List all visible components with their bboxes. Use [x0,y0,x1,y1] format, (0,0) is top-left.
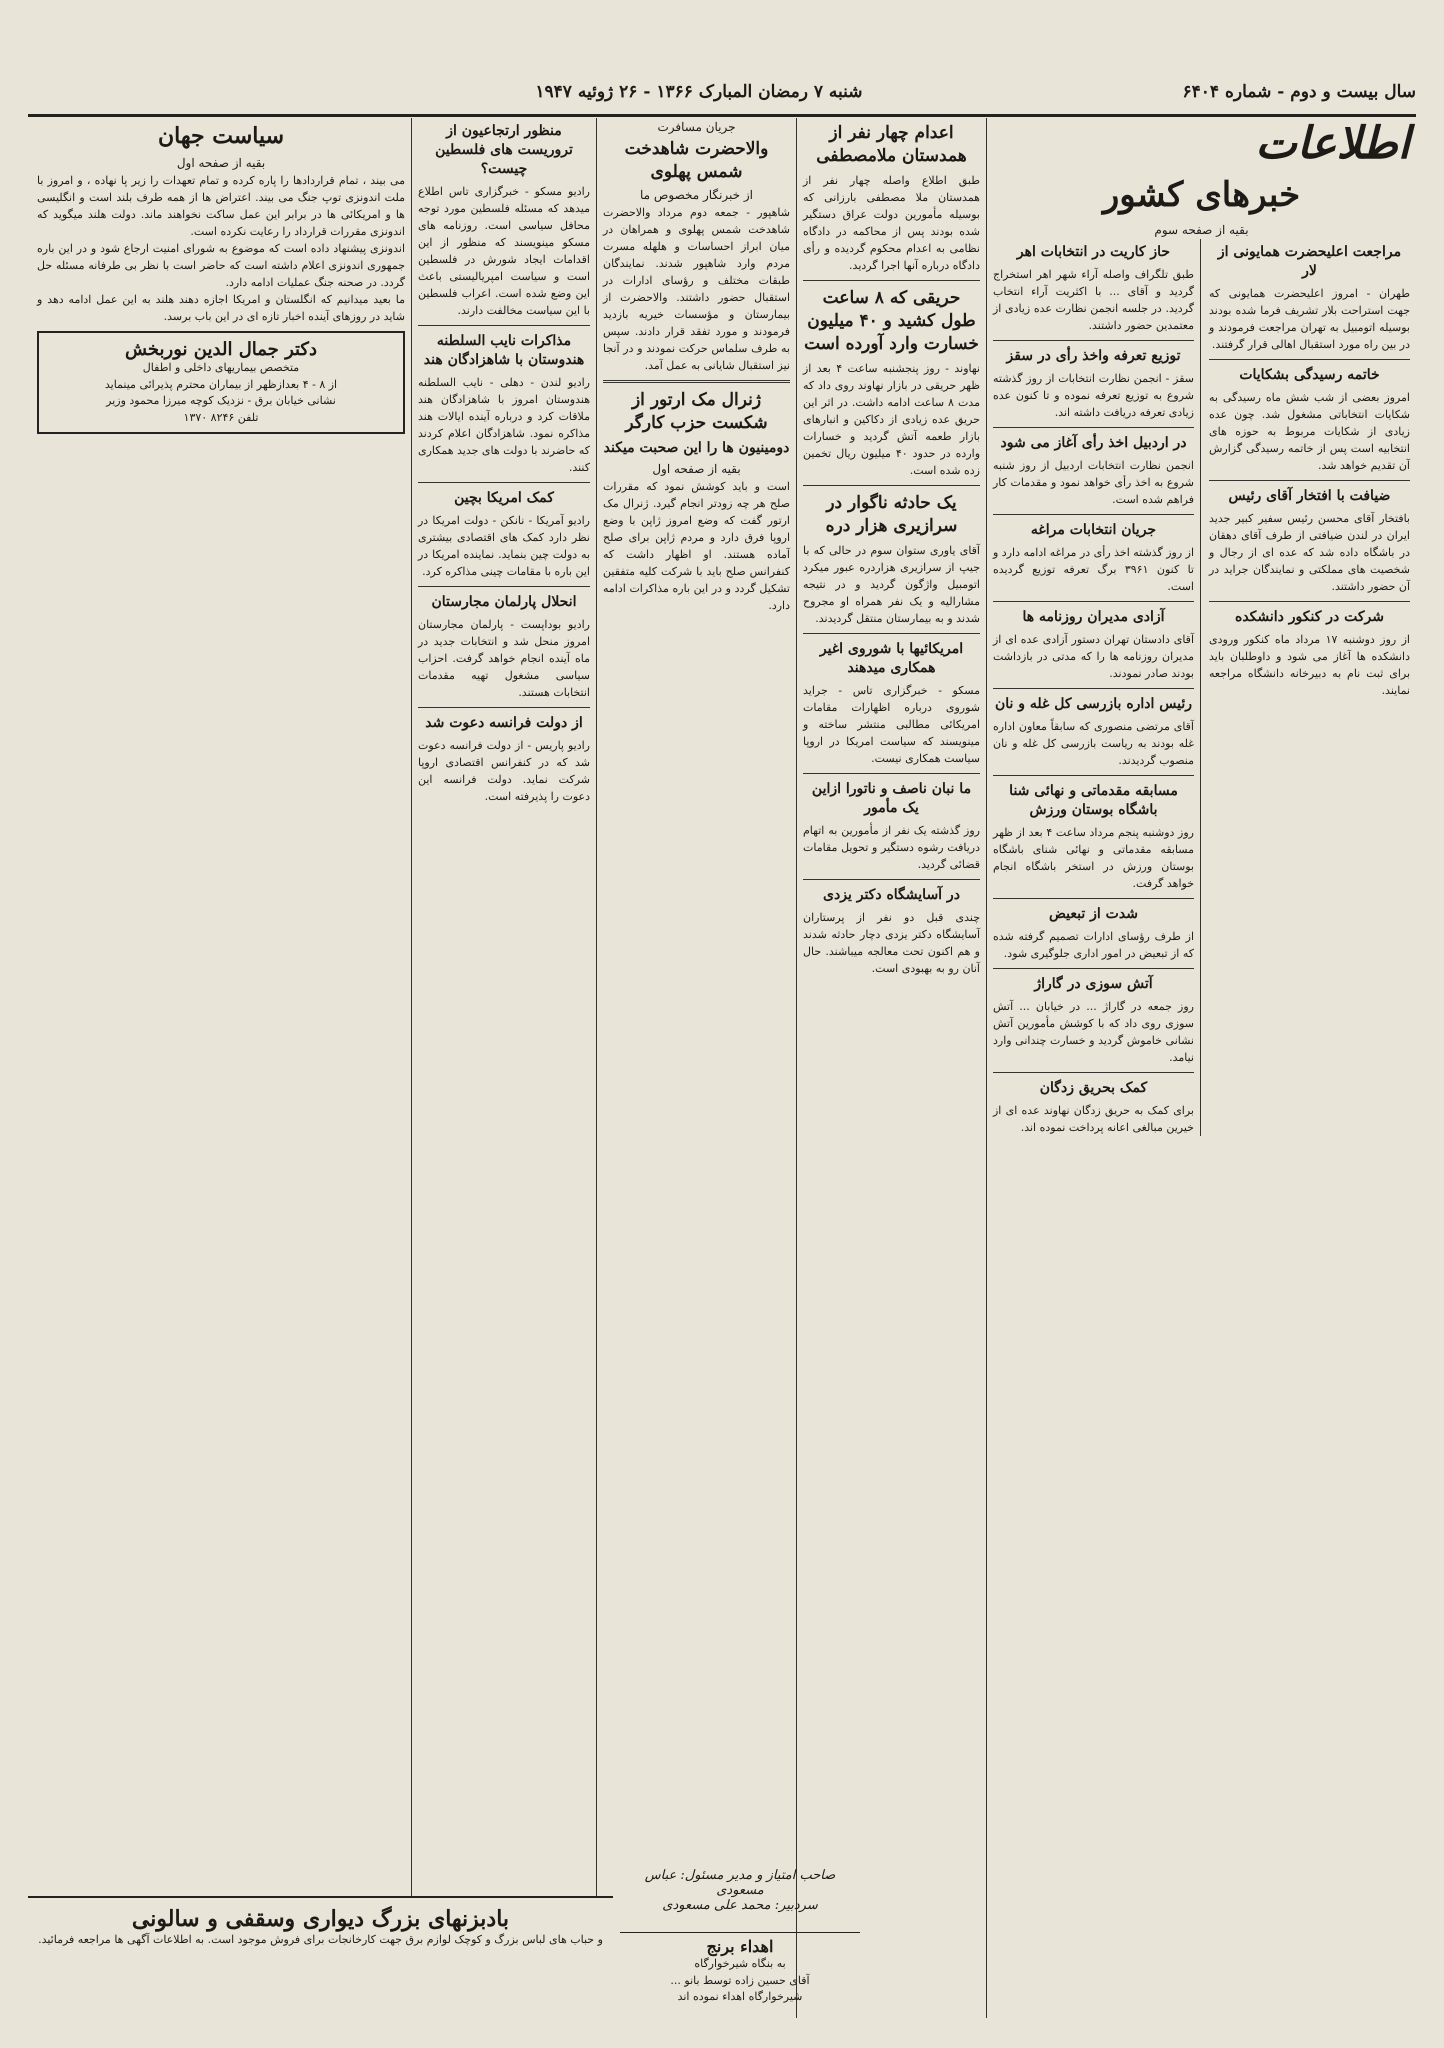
world-politics-continued: بقیه از صفحه اول [176,155,266,170]
masthead [28,70,1416,117]
sports-body: روز دوشنبه پنجم مرداد ساعت ۴ بعد از ظهر مسابقه مقدماتی و نهائی شنای باشگاه بوستان ورزش در استخر باشگاه انجام خواهد گرفت. [993,825,1194,891]
labour-continued: بقیه از صفحه اول [652,462,741,477]
relief-body: برای کمک به حریق زدگان نهاوند عده ای از خیرین مبالغی اعانه پرداخت نموده اند. [993,1104,1194,1135]
country-news-title: خبرهای کشور [1102,175,1301,215]
reform-title: شدت از تبعیض [1049,906,1138,923]
uni-body: از روز دوشنبه ۱۷ مرداد ماه کنکور ورودی دانشکده ها آغاز می شود و داوطلبان باید برای ثبت نام به دبیرخانه دانشگاه مراجعه نمایند. [1209,633,1410,698]
fan-ad-body: و حباب های لباس بزرگ و کوچک لوازم برق جهت کارخانجات برای فروش موجود است. به اطلاعات آگهی ها مراجعه فرمائید. [38,1933,603,1946]
columns [28,118,1416,2018]
grain-title: رئیس اداره بازرسی کل غله و نان [994,696,1193,713]
country-news-continued: بقیه از صفحه سوم [1154,222,1249,237]
doctor-name: دکتر جمال الدین نوربخش [124,339,318,361]
bribe-title: ما نبان ناصف و ناتورا ازاین یک مأمور [811,781,972,817]
fan-ad-title: بادبزنهای بزرگ دیواری وسقفی و سالونی [131,1906,510,1932]
parliament-title: انحلال پارلمان مجارستان [431,594,577,611]
soviet-title: امریکائیها با شوروی اغیر همکاری میدهند [819,641,964,677]
fan-advertisement [28,1896,613,2018]
china-aid-body: رادیو آمریکا - نانکن - دولت امریکا در نظر دارد کمک های اقتصادی بیشتری به دولت چین بنماید. نماینده امریکا در این باره با مقامات چینی مذاکره کرد. [418,514,590,579]
publisher-signature [620,1868,860,1928]
invitation-body: رادیو پاریس - از دولت فرانسه دعوت شد که در کنفرانس اقتصادی اروپا شرکت نماید. دولت فرانسه این دعوت را پذیرفته است. [418,739,590,804]
publisher-line: صاحب امتیاز و مدیر مسئول: عباس مسعودی [644,1868,836,1898]
complaints-body: امروز بعضی از شب شش ماه رسیدگی به شکایات انتخاباتی مشغول شد. چون عده زیادی از شکایات مربوط به حوزه های انتخابیه است پس از خاتمه رسیدگی گزارش آن تقدیم خواهد شد. [1209,390,1410,472]
press-body: آقای دادستان تهران دستور آزادی عده ای از مدیران روزنامه ها را که مدتی در بازداشت بودند صادر نمودند. [993,632,1194,681]
donation-line-3: شیرخوارگاه اهداء نموده اند [677,1990,803,2003]
bribe-body: روز گذشته یک نفر از مأمورین به اتهام دریافت رشوه دستگیر و تحویل مقامات قضائی گردید. [803,824,980,872]
executions-body: طبق اطلاع واصله چهار نفر از همدستان ملا مصطفی بارزانی که بوسیله مأمورین دولت عراق دستگیر شده بودند پس از محاکمه در دادگاه نظامی به اعدام محکوم گردیده و رأی دادگاه درباره آنها اجرا گردید. [803,173,980,273]
accident-body: آقای یاوری ستوان سوم در حالی که با جیپ از سرازیری هزاردره عبور میکرد اتومبیل واژگون گردید و در نتیجه مشارالیه و یک نفر همراه او مجروح شدند و به بیمارستان منتقل گردیدند. [803,544,980,626]
princess-title: والاحضرت شاهدخت شمس پهلوی [624,139,769,182]
fire-title: حریقی که ۸ ساعت طول کشید و ۴۰ میلیون خسارت وارد آورده است [804,288,979,355]
india-title: مذاکرات نایب السلطنه هندوستان با شاهزادگان هند [423,333,585,368]
world-politics-body-1: می بیند ، تمام قراردادها را پاره کرده و تمام تعهدات را زیر پا نهاده ، و امروز با ملت اندونزی توپ جنگ می بیند. اعتراض ها از همه طرف بلند است و انگلیسی ها و امریکائی ها در برابر این عمل ساکت نخواهند ماند. دولت هلند میگوید که اندونزی مقررات قرارداد را رعایت نکرده است. [37,173,405,238]
newspaper-logo: اطلاعات [1255,118,1410,169]
executions-title: اعدام چهار نفر از همدستان ملامصطفی [816,123,967,166]
column-world-politics [31,118,411,2018]
world-politics-body-3: ما بعید میدانیم که انگلستان و امریکا اجازه دهند هلند به این عمل ادامه دهد و شاید در روزهای آینده اخبار تازه ای در این باب برسد. [37,293,405,324]
issue-number: سال بیست و دوم - شماره ۶۴۰۴ [1182,82,1416,102]
sanatorium-title: در آسایشگاه دکتر یزدی [823,887,960,904]
party-title: ضیافت با افتخار آقای رئیس [1228,487,1391,504]
reform-body: از طرف رؤسای ادارات تصمیم گرفته شده که از تبعیض در امور اداری جلوگیری شود. [993,929,1194,961]
elections-title: حاز کاریت در انتخابات اهر [1016,243,1171,260]
ardabil-body: انجمن نظارت انتخابات اردبیل از روز شنبه شروع به اخذ رأی خواهد نمود و مقدمات کار فراهم شده است. [993,458,1194,506]
china-aid-title: کمک امریکا بچین [454,490,554,507]
doctor-phone: تلفن ۸۲۴۶ ۱۳۷۰ [183,410,259,424]
party-body: بافتخار آقای محسن رئیس سفیر کبیر جدید ایران در لندن ضیافتی از طرف آقای دهقان در باشگاه داده شد که عده ای از رجال و شخصیت های مملکتی و نمایندگان جراید در آن حضور داشتند. [1209,511,1410,594]
column-country-news [986,118,1416,2018]
labour-sub: دومینیون ها را این صحبت میکند [603,440,790,457]
sports-title: مسابقه مقدماتی و نهائی شنا باشگاه بوستان ورزش [1009,783,1178,819]
labour-title: ژنرال مک ارتور از شکست حزب کارگر [625,390,768,434]
fire-body: نهاوند - روز پنجشنبه ساعت ۴ بعد از ظهر حریقی در بازار نهاوند روی داد که مدت ۸ ساعت ادامه داشت. در اثر این حریق عده زیادی از دکاکین و انبارهای بازار طعمه آتش گردید و خسارات وارده در حدود ۴۰ میلیون ریال تخمین زده شده است. [803,361,981,478]
sanatorium-body: چندی قبل دو نفر از پرستاران آسایشگاه دکتر یزدی دچار حادثه شدند و هم اکنون تحت معالجه میباشند. حال آنان رو به بهبودی است. [803,911,980,976]
shah-return-title: مراجعت اعلیحضرت همایونی از لار [1217,243,1402,279]
doctor-ad [37,331,405,434]
elections-body: طبق تلگراف واصله آراء شهر اهر استخراج گردید و آقای ... با اکثریت آراء انتخاب گردید. در جلسه انجمن نظارت عده زیادی از معتمدین حضور داشتند. [993,267,1194,332]
doctor-specialty: متخصص بیماریهای داخلی و اطفال [142,361,300,375]
uni-title: شرکت در کنکور دانشکده [1234,609,1385,626]
invitation-title: از دولت فرانسه دعوت شد [425,715,583,732]
column-foreign-1 [411,118,596,2018]
world-politics-body-2: اندونزی پیشنهاد داده است که موضوع به شورای امنیت ارجاع شود و در این باره جمهوری اندونزی اعلام داشته است که حاضر است با نظر بی طرفانه مسئله حل گردد. در صحنه جنگ عملیات ادامه دارد. [37,241,405,289]
complaints-title: خاتمه رسیدگی بشکایات [1239,366,1380,383]
ardabil-title: در اردبیل اخذ رأی آغاز می شود [1000,435,1187,451]
donation-notice [620,1932,860,2018]
palestine-title: منظور ارتجاعیون از تروریست های فلسطین چیست؟ [435,123,573,177]
donation-line-1: به بنگاه شیرخوارگاه [694,1957,786,1970]
ballot-title: توزیع تعرفه واخذ رأی در سقز [1006,347,1181,364]
world-politics-title: سیاست جهان [157,123,285,149]
princess-kicker: جریان مسافرت [657,120,736,134]
palestine-body: رادیو مسکو - خبرگزاری تاس اطلاع میدهد که مسئله فلسطین مورد توجه محافل سیاسی است. روزنامه های مسکو مینویسند که منظور از این اقدامات ایجاد شورش در فلسطین است و سیاست امپریالیستی باعث این وضع شده است. اعراب فلسطین با این سیاست مخالفت دارند. [418,184,590,317]
fire-garage-title: آتش سوزی در گاراژ [1034,976,1153,993]
maragheh-body: از روز گذشته اخذ رأی در مراغه ادامه دارد و تا کنون ۳۹۶۱ برگ تعرفه توزیع گردیده است. [993,545,1194,594]
fire-garage-body: روز جمعه در گاراژ ... در خیابان ... آتش سوزی روی داد که با کوشش مأمورین آتش نشانی خاموش گردید و خسارت چندانی وارد نیامد. [993,999,1194,1065]
relief-title: کمک بحریق زدگان [1039,1080,1148,1097]
editor-line: سردبیر: محمد علی مسعودی [662,1898,818,1913]
donation-title: اهداء برنج [706,1937,774,1956]
india-body: رادیو لندن - دهلی - نایب السلطنه هندوستان امروز با شاهزادگان هند ملاقات کرد و درباره آینده ایالات هند مذاکره نمود. شاهزادگان اعلام کردند که حاضرند با دولت های جدید همکاری کنند. [418,375,590,475]
soviet-body: مسکو - خبرگزاری تاس - جراید شوروی درباره اظهارات مقامات امریکائی مطالبی منتشر ساخته و مینویسند که سیاست امریکا در اروپا سیاست همکاری نیست. [803,684,980,766]
shah-return-body: طهران - امروز اعلیحضرت همایونی که جهت استراحت بلار تشریف فرما شده بودند بوسیله اتومبیل به تهران مراجعت فرمودند و در بین راه مورد استقبال اهالی قرار گرفتند. [1209,286,1410,351]
donation-line-2: آقای حسین زاده توسط بانو ... [670,1973,810,1987]
issue-date: شنبه ۷ رمضان المبارک ۱۳۶۶ - ۲۶ ژوئیه ۱۹۴۷ [535,82,863,102]
labour-body: است و باید کوشش نمود که مقررات صلح هر چه زودتر انجام گیرد. ژنرال مک ارتور گفت که وضع امروز ژاپن با وضع اروپا فرق دارد و مردم ژاپن برای صلح آماده هستند. او اظهار داشت که کنفرانس صلح باید با شرکت کلیه متفقین تشکیل گردد و در این باره مذاکرات ادامه دارد. [603,480,790,613]
parliament-body: رادیو بوداپست - پارلمان مجارستان امروز منحل شد و انتخابات جدید در ماه آینده انجام خواهد گرفت. احزاب سیاسی مشغول تهیه مقدمات انتخابات هستند. [418,618,590,700]
doctor-address: نشانی خیابان برق - نزدیک کوچه میرزا محمود وزیر [106,394,336,408]
press-title: آزادی مدیران روزنامه ها [1022,609,1165,626]
column-domestic [796,118,986,2018]
doctor-hours: از ۸ - ۴ بعدازظهر از بیماران محترم پذیرائی مینماید [104,377,338,391]
maragheh-title: جریان انتخابات مراغه [1030,522,1157,539]
ballot-body: سقز - انجمن نظارت انتخابات از روز گذشته شروع به توزیع تعرفه نموده و تا کنون عده زیادی تعرفه دریافت داشته اند. [993,371,1194,419]
accident-title: یک حادثه ناگوار در سرازیری هزار دره [825,493,958,537]
grain-body: آقای مرتضی منصوری که سابقاً معاون اداره غله بودند به ریاست بازرسی کل غله و نان منصوب گردیدند. [993,719,1194,768]
column-princess [596,118,796,2018]
princess-sub: از خبرنگار مخصوص ما [639,187,754,202]
princess-body: شاهپور - جمعه دوم مرداد والاحضرت شاهدخت شمس پهلوی و همراهان در میان ابراز احساسات و هلهله مسرت مردم وارد شاهپور شدند. نمایندگان طبقات مختلف و رؤسای ادارات در استقبال حضور داشتند. والاحضرت از بیمارستان و مؤسسات خیریه بازدید فرمودند و مورد تفقد قرار دادند. سپس به طرف سلماس حرکت نمودند و در آنجا نیز استقبال شایانی به عمل آمد. [603,205,790,373]
